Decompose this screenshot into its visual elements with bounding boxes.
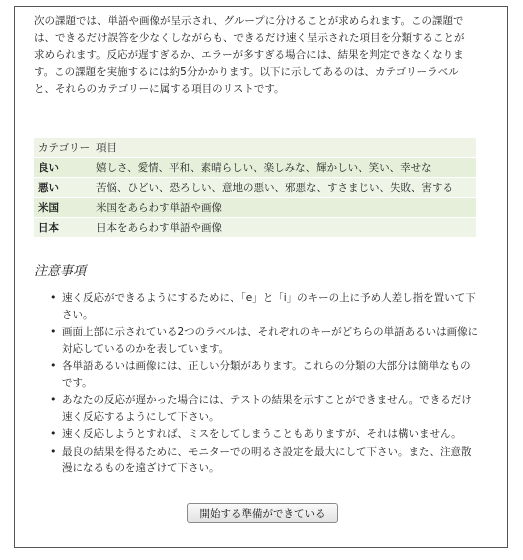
items-japan: 日本をあらわす単語や画像 [92, 218, 476, 238]
notes-title: 注意事項 [34, 264, 87, 279]
category-japan: 日本 [34, 218, 92, 238]
list-item [50, 358, 480, 391]
header-items: 項目 [92, 138, 476, 158]
bullet-icon: • [50, 427, 57, 440]
note-text: あなたの反応が遅かった場合には、テストの結果を示すことができません。できるだけ速く反応するようにして下さい。 [62, 394, 472, 423]
note-text: 最良の結果を得るために、モニターでの明るさ設定を最大にして下さい。また、注意散漫になるものを遠ざけて下さい。 [62, 445, 472, 474]
table-row [34, 198, 476, 218]
bullet-icon: • [50, 359, 57, 372]
note-text: 各単語あるいは画像には、正しい分類があります。これらの分類の大部分は簡単なものです。 [62, 360, 471, 389]
items-good: 嬉しさ、愛情、平和、素晴らしい、楽しみな、輝かしい、笑い、幸せな [92, 158, 476, 178]
table-row [34, 218, 476, 238]
table-row [34, 178, 476, 198]
list-item [50, 444, 480, 477]
list-item [50, 324, 480, 357]
category-bad: 悪い [34, 178, 92, 198]
bullet-icon: • [50, 291, 57, 304]
list-item [50, 290, 480, 323]
notes-list [50, 290, 480, 478]
start-button[interactable]: 開始する準備ができている [187, 503, 338, 523]
note-text: 速く反応ができるようにするために、「e」と「i」のキーの上に予め人差し指を置いて下さい。 [62, 292, 476, 321]
category-table [34, 138, 476, 238]
bullet-icon: • [50, 444, 57, 458]
items-usa: 米国をあらわす単語や画像 [92, 198, 476, 218]
list-item [50, 392, 480, 425]
table-header-row [34, 138, 476, 158]
table-row [34, 158, 476, 178]
items-bad: 苦悩、ひどい、恐ろしい、意地の悪い、邪悪な、すさまじい、失敗、害する [92, 178, 476, 198]
bullet-icon: • [50, 393, 57, 406]
category-usa: 米国 [34, 198, 92, 218]
list-item [50, 426, 480, 443]
note-text: 画面上部に示されている2つのラベルは、それぞれのキーがどちらの単語あるいは画像に対応しているのかを表しています。 [62, 326, 479, 355]
header-category: カテゴリー [34, 138, 92, 158]
category-good: 良い [34, 158, 92, 178]
bullet-icon: • [50, 325, 57, 338]
intro-text: 次の課題では、単語や画像が呈示され、グループに分けることが求められます。この課題では、できるだけ誤答を少なくしながらも、できるだけ速く呈示された項目を分類することが求められます。反応が遅すぎるか、エラーが多すぎる場合には、結果を判定できなくなります。この課題を実施するには約5分かかります。以下に示してあるのは、カテゴリーラベルと、それらのカテゴリーに属する項目のリストです。 [34, 15, 465, 95]
note-text: 速く反応しようとすれば、ミスをしてしまうこともありますが、それは構いません。 [62, 428, 462, 440]
